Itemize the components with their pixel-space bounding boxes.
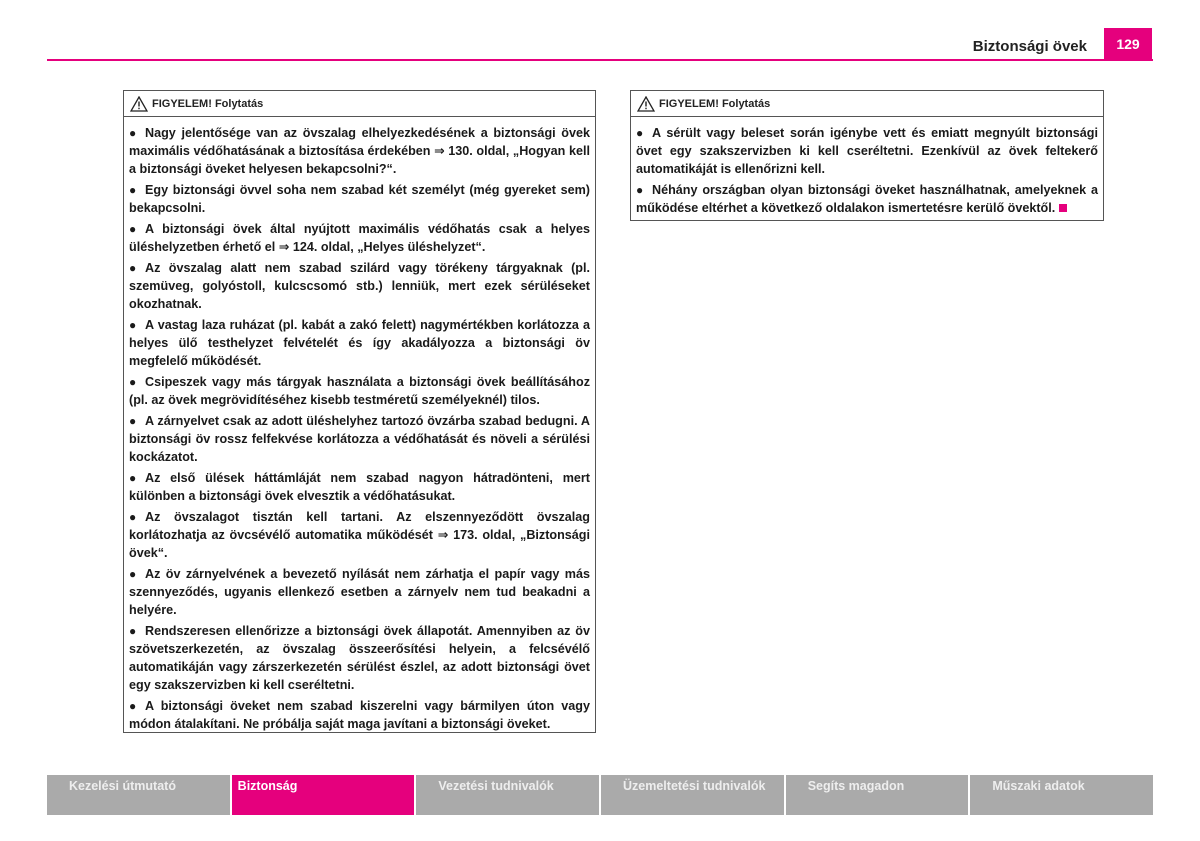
warning-paragraph: ● A biztonsági öveket nem szabad kiszerelni vagy bármilyen úton vagy módon átalakítani. Ne próbálja saját maga javítani a biztonsági öveket. (129, 699, 590, 731)
warning-box-header (124, 91, 595, 117)
nav-item-uzemeltetesi-tudnivalok[interactable]: Üzemeltetési tudnivalók (601, 775, 784, 815)
bullet-icon: ● (129, 414, 137, 428)
header-rule (47, 59, 1153, 61)
bullet-icon: ● (129, 318, 137, 332)
bullet-icon: ● (129, 624, 137, 638)
warning-paragraph: ● Az első ülések háttámláját nem szabad nagyon hátradönteni, mert különben a biztonsági övek elvesztik a védőhatásukat. (129, 471, 590, 503)
bullet-icon: ● (129, 375, 137, 389)
warning-paragraph: ● A biztonsági övek által nyújtott maximális védőhatás csak a helyes üléshelyzetben érhető el ⇒ 124. oldal, „Helyes üléshelyzet“. (129, 222, 590, 254)
warning-paragraph: ● Az övszalagot tisztán kell tartani. Az elszennyeződött övszalag korlátozhatja az övcsévélő automatika működését ⇒ 173. oldal, „Biztonsági övek“. (129, 510, 590, 560)
warning-triangle-icon (130, 96, 148, 112)
warning-paragraph: ● A zárnyelvet csak az adott üléshelyhez tartozó övzárba szabad bedugni. A biztonsági öv rossz felfekvése korlátozza a védőhatását és növeli a sérülési kockázatot. (129, 414, 590, 464)
warning-box-header (631, 91, 1103, 117)
nav-item-biztonsag[interactable]: Biztonság (232, 775, 415, 815)
warning-paragraph: ● Nagy jelentősége van az övszalag elhelyezkedésének a biztonsági övek maximális védőhatásának a biztosítása érdekében ⇒ 130. oldal, „Hogyan kell a biztonsági öveket helyesen bekapcsolni?“. (129, 126, 590, 176)
warning-paragraph: ● Egy biztonsági övvel soha nem szabad két személyt (még gyereket sem) bekapcsolni. (129, 183, 590, 215)
warning-paragraph: ● Az övszalag alatt nem szabad szilárd vagy törékeny tárgyaknak (pl. szemüveg, golyóstoll, kulcscsomó stb.) lenniük, mert ezek sérüléseket okozhatnak. (129, 261, 590, 311)
nav-item-muszaki-adatok[interactable]: Műszaki adatok (970, 775, 1153, 815)
warning-box-right (630, 90, 1104, 221)
warning-paragraph: ● A vastag laza ruházat (pl. kabát a zakó felett) nagymértékben korlátozza a helyes ülő testhelyzet felvételét és így akadályozza a biztonsági öv megfelelő működését. (129, 318, 590, 368)
section-title: Biztonsági övek (972, 38, 1087, 55)
bullet-icon: ● (129, 183, 137, 197)
warning-box-left (123, 90, 596, 733)
bullet-icon: ● (129, 261, 137, 275)
end-of-section-icon (1059, 204, 1067, 212)
warning-box-body (124, 117, 595, 733)
nav-item-segits-magadon[interactable]: Segíts magadon (786, 775, 969, 815)
page-number-badge: 129 (1104, 28, 1152, 60)
warning-paragraph: ● Csipeszek vagy más tárgyak használata a biztonsági övek beállításához (pl. az övek megrövidítéséhez kisebb testméretű személyeknél) tilos. (129, 375, 590, 407)
nav-item-vezetesi-tudnivalok[interactable]: Vezetési tudnivalók (416, 775, 599, 815)
warning-paragraph: ● Néhány országban olyan biztonsági öveket használhatnak, amelyeknek a működése eltérhet a következő oldalakon ismertetésre kerülő övektől. (636, 183, 1098, 215)
bullet-icon: ● (636, 183, 644, 197)
warning-box-title: FIGYELEM! Folytatás (152, 97, 264, 110)
warning-box-body (631, 117, 1103, 217)
warning-paragraph: ● A sérült vagy beleset során igénybe vett és emiatt megnyúlt biztonsági övet egy szakszervizben ki kell cseréltetni. Ezenkívül az övek feltekerő automatikáját is ellenőrizni kell. (636, 126, 1098, 176)
bullet-icon: ● (129, 471, 137, 485)
warning-box-title: FIGYELEM! Folytatás (659, 97, 771, 110)
bullet-icon: ● (129, 567, 137, 581)
warning-paragraph: ● Rendszeresen ellenőrizze a biztonsági övek állapotát. Amennyiben az öv szövetszerkezetén, az övszalag összeerősítési helyein, a felcsévélő automatikáján vagy zárszerkezetén sérülést észlel, az adott biztonsági övet egy szakszervizben ki kell cseréltetni. (129, 624, 590, 692)
warning-paragraph: ● Az öv zárnyelvének a bevezető nyílását nem zárhatja el papír vagy más szennyeződés, ugyanis ellenkező esetben a zárnyelv nem tud beakadni a helyére. (129, 567, 590, 617)
bullet-icon: ● (129, 699, 137, 713)
warning-triangle-icon (637, 96, 655, 112)
bullet-icon: ● (129, 126, 137, 140)
chapter-nav (47, 775, 1153, 815)
bullet-icon: ● (129, 222, 137, 236)
bullet-icon: ● (129, 510, 137, 524)
nav-item-kezelesi-utmutato[interactable]: Kezelési útmutató (47, 775, 230, 815)
bullet-icon: ● (636, 126, 644, 140)
